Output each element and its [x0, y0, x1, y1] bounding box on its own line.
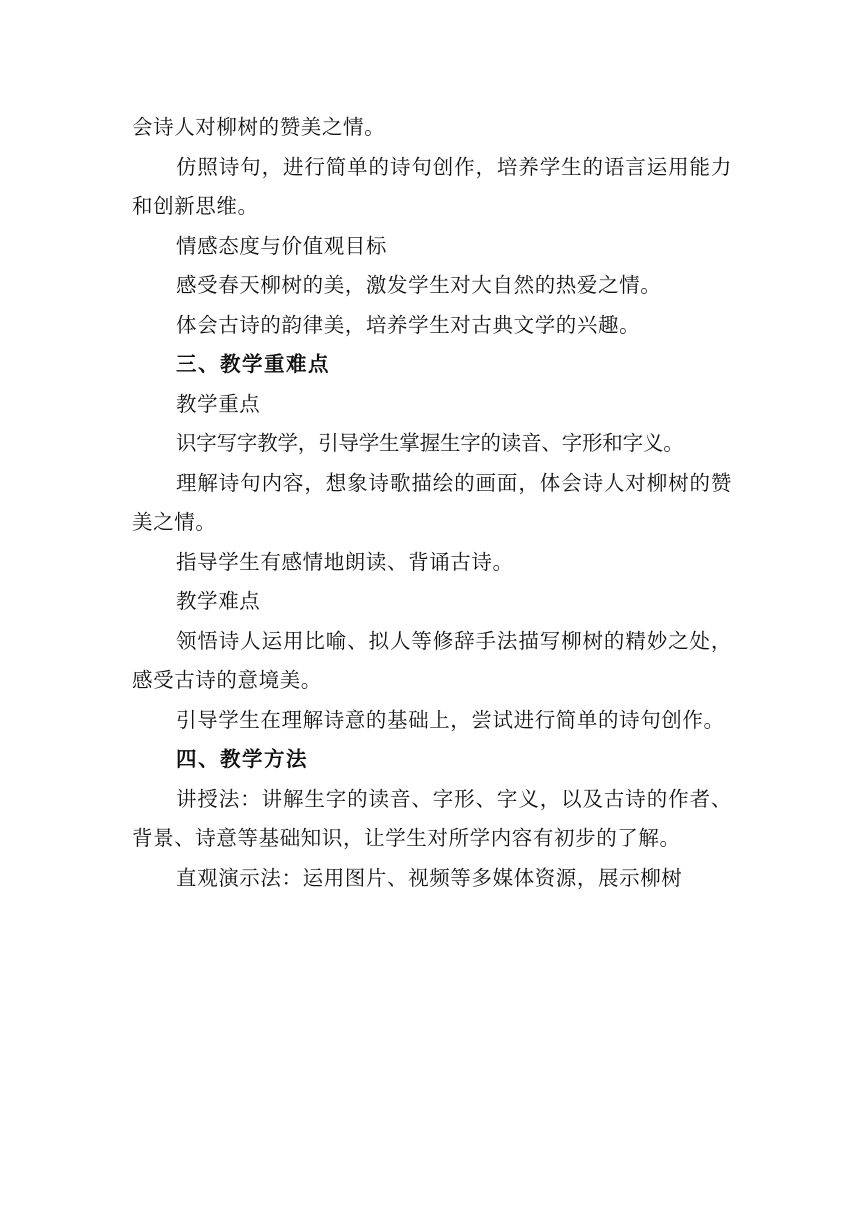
paragraph-body: 体会古诗的韵律美，培养学生对古典文学的兴趣。 — [176, 312, 641, 337]
paragraph-body: 直观演示法：运用图片、视频等多媒体资源，展示柳树 — [176, 865, 683, 890]
paragraph-body: 仿照诗句，进行简单的诗句创作，培养学生的语言运用能力和创新思维。 — [132, 154, 732, 218]
subheading-emotion-goal: 情感态度与价值观目标 — [176, 233, 387, 258]
subheading-teaching-difficulty: 教学难点 — [176, 589, 261, 613]
subheading-teaching-focus: 教学重点 — [176, 391, 261, 416]
paragraph-body: 感受春天柳树的美，激发学生对大自然的热爱之情。 — [176, 273, 662, 297]
paragraph-body: 指导学生有感情地朗读、背诵古诗。 — [176, 549, 514, 574]
section-heading-key-points: 三、教学重难点 — [176, 352, 330, 376]
paragraph-continuation: 会诗人对柳树的赞美之情。 — [132, 115, 386, 139]
paragraph-body: 领悟诗人运用比喻、拟人等修辞手法描写柳树的精妙之处，感受古诗的意境美。 — [132, 628, 732, 692]
paragraph-body: 引导学生在理解诗意的基础上，尝试进行简单的诗句创作。 — [176, 707, 725, 732]
document-body — [132, 108, 732, 898]
section-heading-teaching-methods: 四、教学方法 — [176, 747, 308, 771]
paragraph-body: 识字写字教学，引导学生掌握生字的读音、字形和字义。 — [176, 431, 684, 455]
paragraph-body: 理解诗句内容，想象诗歌描绘的画面，体会诗人对柳树的赞美之情。 — [132, 470, 732, 534]
paragraph-body: 讲授法：讲解生字的读音、字形、字义，以及古诗的作者、背景、诗意等基础知识，让学生对所学内容有初步的了解。 — [132, 786, 732, 850]
